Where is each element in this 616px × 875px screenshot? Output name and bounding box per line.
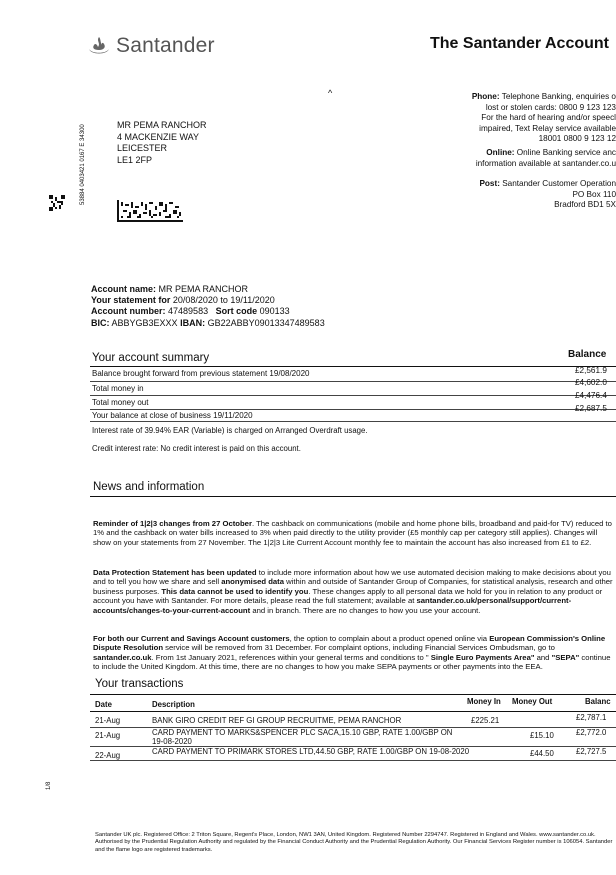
address-line: MR PEMA RANCHOR [117, 120, 207, 130]
news-text: service will be removed from 31 December. For complaint options, including Financial Services Ombudsman, go to [163, 643, 555, 653]
summary-row-label: Your balance at close of business 19/11/2020 [92, 411, 253, 420]
account-name-label: Account name: [91, 284, 157, 294]
summary-rule [90, 366, 616, 367]
iban-label: IBAN: [180, 317, 206, 328]
news-highlight: European Commission's Online Dispute Resolution [93, 634, 606, 653]
tx-money-out: £15.10 [530, 731, 554, 740]
contact-post [424, 179, 616, 211]
summary-row-value: £4,602.0 [575, 378, 607, 387]
iban-value: GB22ABBY09013347489583 [207, 317, 325, 328]
tx-description-continued: 19-08-2020 [152, 737, 192, 746]
header-rule [90, 711, 616, 712]
sort-code-label: Sort code [215, 306, 258, 317]
news-link: santander.co.uk/personal/support/current-accounts/changes-to-your-current-account [93, 596, 572, 615]
news-text: to include more information about how we use automated decision making to make decisions about you and to tell you how we share and sell [93, 568, 611, 587]
tx-description: CARD PAYMENT TO MARKS&SPENCER PLC SACA,15.10 GBP, RATE 1.00/GBP ON [152, 728, 453, 737]
tx-balance: £2,787.1 [576, 713, 607, 722]
mail-barcode-icon [117, 200, 183, 222]
news-text: . These changes apply to all personal data we hold for you in relation to any product or account you have with Santander. For more details, please read the full statement; available at [93, 586, 603, 606]
phone-line: Telephone Banking, enquiries o [501, 92, 616, 101]
page-number: 1/8 [46, 781, 52, 790]
santander-logo [88, 34, 215, 58]
transactions-rule [90, 694, 616, 695]
online-line: information available at santander.co.u [475, 158, 616, 168]
interest-note: Interest rate of 39.94% EAR (Variable) is charged on Arranged Overdraft usage. [92, 426, 368, 435]
phone-line: impaired, Text Relay service available [479, 123, 616, 133]
address-line: LEICESTER [117, 143, 168, 153]
tx-money-out: £44.50 [530, 749, 554, 758]
tx-date: 22-Aug [95, 751, 121, 760]
news-text: . From 1st January 2021, references within your general terms and conditions to " [151, 652, 431, 662]
statement-period-label: Your statement for [91, 295, 171, 306]
news-title: News and information [93, 481, 205, 493]
account-number: 47489583 [168, 306, 209, 317]
summary-balance-header: Balance [568, 349, 607, 360]
online-line: Online Banking service anc [516, 148, 616, 157]
news-paragraph [93, 634, 613, 672]
col-header-date: Date [95, 700, 112, 709]
summary-divider [90, 395, 616, 396]
flame-icon [88, 36, 110, 56]
news-highlight: anonymised data [221, 577, 285, 587]
summary-row-value: £2,687.5 [575, 404, 607, 413]
news-rule [90, 496, 616, 497]
news-paragraph [93, 568, 613, 615]
brand-name: Santander [116, 34, 215, 57]
col-header-money-out: Money Out [512, 697, 553, 706]
summary-row-value: £2,561.9 [575, 366, 607, 375]
post-label: Post: [479, 179, 500, 188]
legal-footer: Santander UK plc. Registered Office: 2 Triton Square, Regent's Place, London, NW1 3AN, United Kingdom. Registered Number 2294747. Registered in England and Wales. www.santander.co.uk. Authorised by the Prudential Regulation Authority and regulated by the Financial Conduct Authority and the Prudential Regulation Authority. Our Financial Services Register number is 106054. Santander and the flame logo are registered trademarks. [95, 832, 613, 853]
news-highlight: "SEPA" [551, 652, 580, 662]
news-text: continue to include the United Kingdom. At this time, there are no changes to how you make SEPA payments or other payments into the EEA. [93, 652, 611, 672]
summary-row-label: Total money out [92, 398, 149, 407]
news-highlight: Reminder of 1|2|3 changes from 27 October [93, 519, 252, 528]
sort-code: 090133 [259, 306, 290, 317]
account-number-label: Account number: [91, 306, 166, 317]
address-line: 4 MACKENZIE WAY [117, 131, 200, 142]
bic-label: BIC: [91, 317, 110, 328]
phone-line: 18001 0800 9 123 12 [538, 134, 616, 143]
col-header-description: Description [152, 700, 195, 709]
tx-description: BANK GIRO CREDIT REF GI GROUP RECRUITME, PEMA RANCHOR [152, 716, 402, 725]
news-highlight: This data cannot be used to identify you [161, 586, 309, 596]
contact-phone [424, 92, 616, 145]
bic-value: ABBYGB3EXXX [111, 317, 178, 328]
news-highlight: Single Euro Payments Area" [430, 652, 535, 662]
post-line: PO Box 110 [572, 189, 616, 199]
news-text: . The cashback on communications (mobile and home phone bills, broadband and paid-for TV) reduced to 1% and the cashback on water bills increased to 3% when paid directly to the utility provider (£5 monthly cap per category still applies). Changes will show on your statements from 27 November. The 1|2|3 Lite Current Account monthly fee to maintain the account has also increased from £1 to £2. [93, 519, 612, 547]
col-header-balance: Balanc [585, 697, 611, 706]
phone-line: lost or stolen cards: 0800 9 123 123 [485, 102, 616, 112]
credit-interest-note: Credit interest rate: No credit interest is paid on this account. [92, 444, 301, 453]
summary-row-label: Balance brought forward from previous statement 19/08/2020 [92, 369, 310, 378]
summary-divider [90, 409, 616, 410]
news-highlight: For both our Current and Savings Account customers [93, 634, 290, 643]
recipient-address [117, 120, 207, 166]
tx-date: 21-Aug [95, 716, 121, 725]
tx-money-in: £225.21 [471, 716, 500, 725]
post-line: Bradford BD1 5X [554, 200, 616, 209]
row-divider [90, 760, 616, 761]
caret-mark: ^ [328, 88, 333, 98]
tx-description: CARD PAYMENT TO PRIMARK STORES LTD,44.50 GBP, RATE 1.00/GBP ON 19-08-2020 [152, 747, 470, 756]
statement-period: 20/08/2020 to 19/11/2020 [172, 295, 275, 306]
news-text: and [534, 652, 552, 662]
vertical-reference-code: 53884 0403421 0167 E 34300 [80, 124, 86, 205]
tx-balance: £2,727.5 [576, 747, 607, 756]
news-highlight: Data Protection Statement has been updated [93, 568, 257, 577]
summary-row-value: £4,476.4 [575, 391, 607, 400]
account-name: MR PEMA RANCHOR [158, 284, 249, 294]
post-line: Santander Customer Operation [502, 179, 616, 188]
phone-line: For the hard of hearing and/or speecl [481, 113, 616, 122]
news-text: and in branch. There are no changes to how you use your account. [250, 605, 481, 615]
summary-divider [90, 381, 616, 382]
news-text: within and outside of Santander Group of Companies, for statistical analysis, research and other business purposes. [93, 577, 613, 596]
phone-label: Phone: [471, 92, 500, 101]
summary-divider [90, 421, 616, 422]
document-title: The Santander Account [430, 35, 609, 52]
news-text: , the option to complain about a product opened online via [289, 634, 490, 643]
account-details [91, 284, 325, 329]
summary-title: Your account summary [92, 352, 210, 364]
news-paragraph [93, 519, 613, 547]
col-header-money-in: Money In [467, 697, 501, 706]
news-link: santander.co.uk [93, 652, 152, 662]
address-line: LE1 2FP [117, 154, 153, 165]
online-label: Online: [486, 148, 515, 157]
tx-date: 21-Aug [95, 731, 121, 740]
transactions-title: Your transactions [95, 678, 184, 690]
tx-balance: £2,772.0 [576, 728, 607, 737]
qr-code-icon [49, 195, 65, 211]
contact-online [424, 148, 616, 169]
summary-row-label: Total money in [92, 384, 144, 393]
